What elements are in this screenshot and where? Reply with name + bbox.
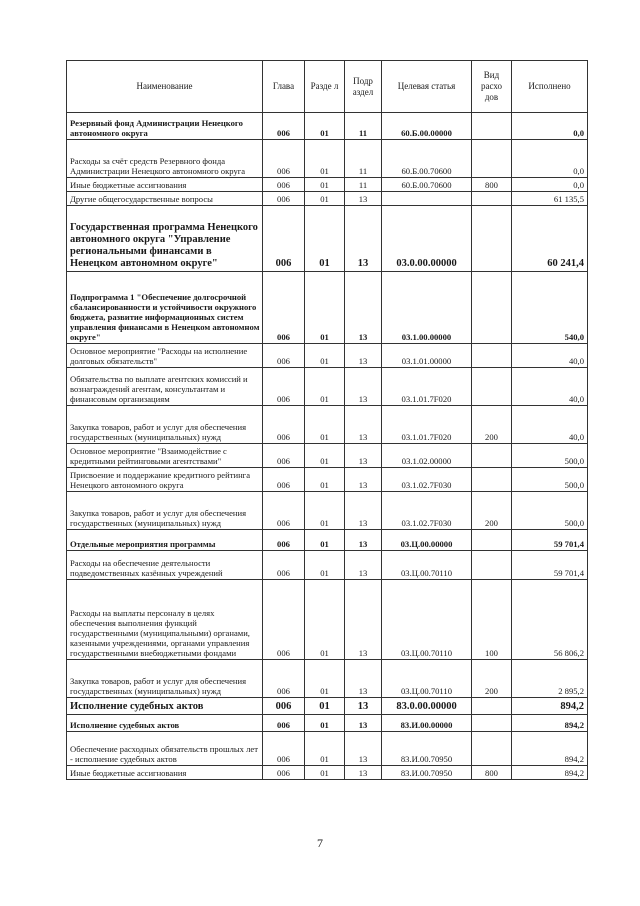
table-row [67,551,588,580]
header-celevaya-statya: Целевая статья [382,61,472,113]
row-vid-rashodov [472,192,512,206]
table-row [67,178,588,192]
row-razdel: 01 [305,715,345,732]
row-podrazdel: 13 [345,551,382,580]
row-ispolneno: 0,0 [512,140,588,178]
row-ispolneno: 894,2 [512,715,588,732]
row-ispolneno: 40,0 [512,368,588,406]
table-body [67,113,588,780]
table-row [67,444,588,468]
row-name: Другие общегосударственные вопросы [67,192,263,206]
row-vid-rashodov [472,444,512,468]
row-celevaya-statya [382,192,472,206]
row-ispolneno: 500,0 [512,444,588,468]
row-podrazdel: 13 [345,206,382,272]
row-vid-rashodov [472,272,512,344]
row-razdel: 01 [305,140,345,178]
row-name: Закупка товаров, работ и услуг для обеспечения государственных (муниципальных) нужд [67,660,263,698]
row-glava: 006 [263,368,305,406]
row-podrazdel: 13 [345,580,382,660]
row-glava: 006 [263,530,305,551]
row-podrazdel: 13 [345,272,382,344]
table-row [67,344,588,368]
row-ispolneno: 0,0 [512,178,588,192]
table-row [67,660,588,698]
row-podrazdel: 13 [345,732,382,766]
row-glava: 006 [263,406,305,444]
row-razdel: 01 [305,344,345,368]
row-name: Основное мероприятие "Расходы на исполнение долговых обязательств" [67,344,263,368]
row-name: Исполнение судебных актов [67,715,263,732]
row-vid-rashodov [472,530,512,551]
row-celevaya-statya: 60.Б.00.70600 [382,140,472,178]
row-ispolneno: 56 806,2 [512,580,588,660]
row-name: Государственная программа Ненецкого автономного округа "Управление региональными финансами в Ненецком автономном округе" [67,206,263,272]
row-celevaya-statya: 03.1.01.7F020 [382,368,472,406]
row-podrazdel: 13 [345,766,382,780]
row-vid-rashodov [472,206,512,272]
row-name: Обеспечение расходных обязательств прошлых лет - исполнение судебных актов [67,732,263,766]
row-name: Расходы на выплаты персоналу в целях обеспечения выполнения функций государственными (муниципальными) органами, казенными учреждениями, органами управления государственными внебюджетными фондами [67,580,263,660]
header-name: Наименование [67,61,263,113]
row-razdel: 01 [305,551,345,580]
table-row [67,206,588,272]
table-row [67,492,588,530]
page-number: 7 [317,836,323,850]
row-ispolneno: 500,0 [512,492,588,530]
row-razdel: 01 [305,113,345,140]
row-name: Обязательства по выплате агентских комиссий и вознаграждений агентам, консультантам и финансовым организациям [67,368,263,406]
row-podrazdel: 13 [345,715,382,732]
row-ispolneno: 894,2 [512,732,588,766]
row-vid-rashodov: 200 [472,660,512,698]
row-vid-rashodov [472,113,512,140]
row-celevaya-statya: 03.0.00.00000 [382,206,472,272]
row-name: Закупка товаров, работ и услуг для обеспечения государственных (муниципальных) нужд [67,406,263,444]
row-vid-rashodov [472,732,512,766]
row-razdel: 01 [305,732,345,766]
row-ispolneno: 59 701,4 [512,530,588,551]
row-podrazdel: 13 [345,698,382,715]
header-glava: Глава [263,61,305,113]
row-vid-rashodov [472,368,512,406]
row-razdel: 01 [305,766,345,780]
row-podrazdel: 13 [345,406,382,444]
table-row [67,580,588,660]
row-ispolneno: 40,0 [512,406,588,444]
table-row [67,406,588,444]
row-podrazdel: 13 [345,468,382,492]
row-celevaya-statya: 83.И.00.00000 [382,715,472,732]
row-ispolneno: 59 701,4 [512,551,588,580]
row-vid-rashodov [472,715,512,732]
table-row [67,732,588,766]
row-glava: 006 [263,766,305,780]
row-glava: 006 [263,140,305,178]
row-razdel: 01 [305,272,345,344]
table-row [67,698,588,715]
row-razdel: 01 [305,468,345,492]
row-razdel: 01 [305,206,345,272]
row-glava: 006 [263,715,305,732]
row-ispolneno: 40,0 [512,344,588,368]
row-celevaya-statya: 60.Б.00.70600 [382,178,472,192]
row-vid-rashodov: 200 [472,492,512,530]
row-glava: 006 [263,272,305,344]
row-vid-rashodov [472,344,512,368]
row-celevaya-statya: 83.И.00.70950 [382,732,472,766]
row-razdel: 01 [305,406,345,444]
row-celevaya-statya: 03.Ц.00.00000 [382,530,472,551]
row-podrazdel: 13 [345,368,382,406]
row-glava: 006 [263,206,305,272]
row-glava: 006 [263,178,305,192]
table-header-row [67,61,588,113]
header-ispolneno: Исполнено [512,61,588,113]
row-vid-rashodov: 100 [472,580,512,660]
row-razdel: 01 [305,368,345,406]
row-glava: 006 [263,113,305,140]
header-vid-rashodov: Вид расхо дов [472,61,512,113]
row-celevaya-statya: 03.Ц.00.70110 [382,551,472,580]
row-ispolneno: 500,0 [512,468,588,492]
row-glava: 006 [263,660,305,698]
row-glava: 006 [263,192,305,206]
row-name: Расходы на обеспечение деятельности подведомственных казённых учреждений [67,551,263,580]
row-name: Подпрограмма 1 "Обеспечение долгосрочной сбалансированности и устойчивости окружного бюджета, развитие информационных систем управления финансами в Ненецком автономном округе" [67,272,263,344]
row-glava: 006 [263,551,305,580]
row-celevaya-statya: 03.1.01.7F020 [382,406,472,444]
row-ispolneno: 2 895,2 [512,660,588,698]
row-name: Основное мероприятие "Взаимодействие с кредитными рейтинговыми агентствами" [67,444,263,468]
row-razdel: 01 [305,698,345,715]
row-podrazdel: 11 [345,178,382,192]
row-vid-rashodov [472,140,512,178]
table-row [67,192,588,206]
table-row [67,113,588,140]
row-celevaya-statya: 03.1.02.7F030 [382,492,472,530]
row-razdel: 01 [305,444,345,468]
row-ispolneno: 61 135,5 [512,192,588,206]
row-glava: 006 [263,492,305,530]
row-vid-rashodov: 800 [472,178,512,192]
row-ispolneno: 60 241,4 [512,206,588,272]
row-podrazdel: 13 [345,492,382,530]
row-glava: 006 [263,468,305,492]
row-name: Резервный фонд Администрации Ненецкого автономного округа [67,113,263,140]
row-podrazdel: 11 [345,113,382,140]
row-celevaya-statya: 03.1.02.00000 [382,444,472,468]
table-row [67,468,588,492]
budget-execution-table [66,60,588,780]
row-podrazdel: 13 [345,444,382,468]
row-glava: 006 [263,698,305,715]
table-row [67,368,588,406]
row-razdel: 01 [305,192,345,206]
row-name: Присвоение и поддержание кредитного рейтинга Ненецкого автономного округа [67,468,263,492]
row-vid-rashodov [472,551,512,580]
row-razdel: 01 [305,492,345,530]
table-row [67,715,588,732]
row-celevaya-statya: 60.Б.00.00000 [382,113,472,140]
table-row [67,766,588,780]
row-name: Иные бюджетные ассигнования [67,178,263,192]
row-podrazdel: 13 [345,660,382,698]
row-razdel: 01 [305,178,345,192]
row-podrazdel: 11 [345,140,382,178]
header-razdel: Разде л [305,61,345,113]
row-ispolneno: 894,2 [512,698,588,715]
row-ispolneno: 0,0 [512,113,588,140]
row-ispolneno: 894,2 [512,766,588,780]
row-celevaya-statya: 83.0.00.00000 [382,698,472,715]
row-podrazdel: 13 [345,530,382,551]
row-podrazdel: 13 [345,344,382,368]
header-podrazdel: Подр аздел [345,61,382,113]
row-vid-rashodov: 800 [472,766,512,780]
table-row [67,530,588,551]
table-row [67,140,588,178]
row-name: Расходы за счёт средств Резервного фонда Администрации Ненецкого автономного округа [67,140,263,178]
row-celevaya-statya: 03.1.02.7F030 [382,468,472,492]
row-podrazdel: 13 [345,192,382,206]
row-glava: 006 [263,444,305,468]
row-name: Закупка товаров, работ и услуг для обеспечения государственных (муниципальных) нужд [67,492,263,530]
row-razdel: 01 [305,580,345,660]
row-razdel: 01 [305,530,345,551]
row-vid-rashodov [472,468,512,492]
row-glava: 006 [263,732,305,766]
row-vid-rashodov: 200 [472,406,512,444]
row-celevaya-statya: 03.Ц.00.70110 [382,580,472,660]
row-name: Исполнение судебных актов [67,698,263,715]
row-celevaya-statya: 03.Ц.00.70110 [382,660,472,698]
row-celevaya-statya: 03.1.00.00000 [382,272,472,344]
row-glava: 006 [263,580,305,660]
row-name: Иные бюджетные ассигнования [67,766,263,780]
row-razdel: 01 [305,660,345,698]
table-row [67,272,588,344]
row-vid-rashodov [472,698,512,715]
row-name: Отдельные мероприятия программы [67,530,263,551]
row-celevaya-statya: 03.1.01.00000 [382,344,472,368]
row-celevaya-statya: 83.И.00.70950 [382,766,472,780]
row-ispolneno: 540,0 [512,272,588,344]
row-glava: 006 [263,344,305,368]
